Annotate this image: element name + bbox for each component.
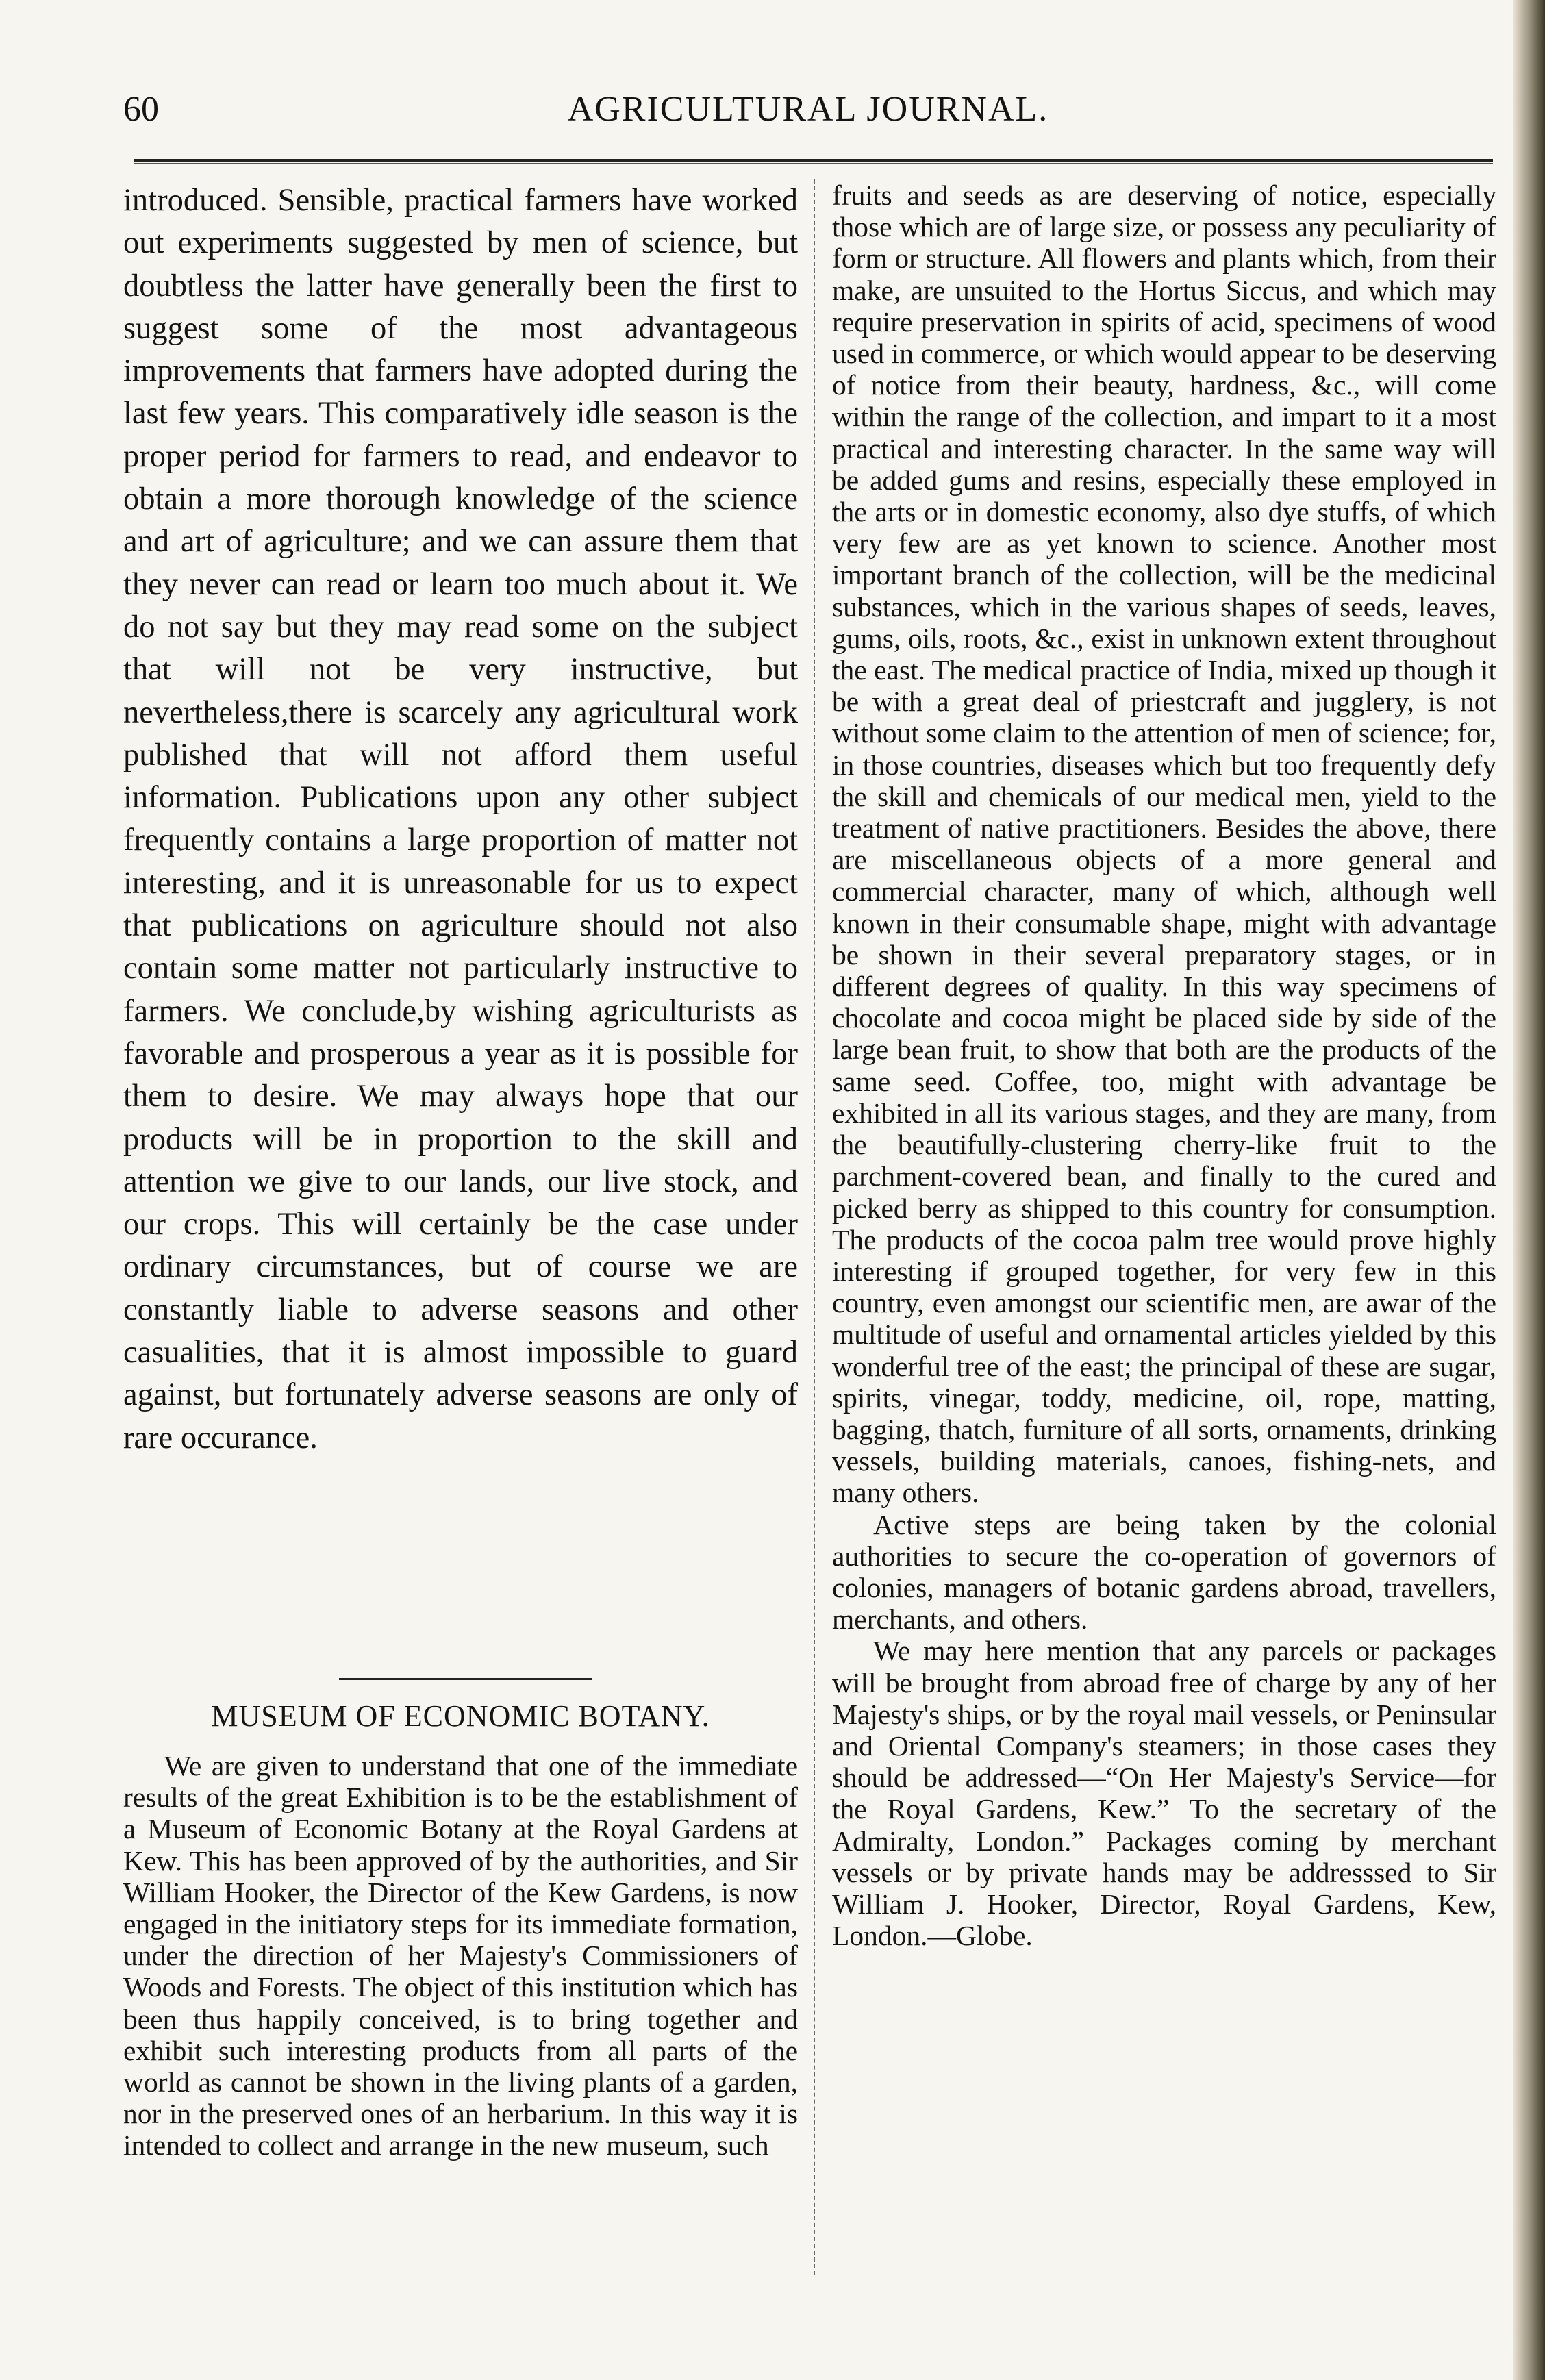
section-divider — [339, 1678, 592, 1680]
article-paragraph: We are given to understand that one of the immediate results of the great Exhibition is to be the establishment of a Museum of Economic Botany at the Royal Gardens at Kew. This has been approved of by the authorities, and Sir William Hooker, the Director of the Kew Gardens, is now engaged in the initiatory steps for its immediate formation, under the direction of her Majesty's Commissioners of Woods and Forests. The object of this institution which has been thus happily conceived, is to bring together and exhibit such interesting products from all parts of the world as cannot be shown in the living plants of a garden, nor in the preserved ones of an herbarium. In this way it is intended to collect and arrange in the new museum, such — [123, 1750, 798, 2162]
article-paragraph: We may here mention that any parcels or packages will be brought from abroad free of charge by any of her Majesty's ships, or by the royal mail vessels, or Peninsular and Oriental Company's steamers; in those cases they should be addressed—“On Her Majesty's Service—for the Royal Gardens, Kew.” To the secretary of the Admiralty, London.” Packages coming by merchant vessels or by private hands may be addresssed to Sir William J. Hooker, Director, Royal Gardens, Kew, London.—Globe. — [832, 1635, 1496, 1952]
header-rule — [134, 159, 1493, 164]
page-number: 60 — [123, 90, 159, 129]
column-divider — [814, 179, 815, 2275]
page-edge-binding — [1513, 0, 1545, 2380]
page-header — [123, 89, 1493, 144]
article-paragraph: introduced. Sensible, practical farmers have worked out experiments suggested by men of science, but doubtless the latter have generally been the first to suggest some of the most advantageous improvements that farmers have adopted during the last few years. This comparatively idle season is the proper period for farmers to read, and endeavor to obtain a more thorough knowledge of the science and art of agriculture; and we can assure them that they never can read or learn too much about it. We do not say but they may read some on the subject that will not be very instructive, but nevertheless,there is scarcely any agricultural work published that will not afford them useful information. Publications upon any other subject frequently contains a large proportion of matter not interesting, and it is unreasonable for us to expect that publications on agriculture should not also contain some matter not particularly instructive to farmers. We conclude,by wishing agriculturists as favorable and prosperous a year as it is possible for them to desire. We may always hope that our products will be in proportion to the skill and attention we give to our lands, our live stock, and our crops. This will certainly be the case under ordinary circumstances, but of course we are constantly liable to adverse seasons and other casualities, that it is almost impossible to guard against, but fortunately adverse seasons are only of rare occurance. — [123, 183, 798, 1455]
article-paragraph: fruits and seeds as are deserving of notice, especially those which are of large size, or possess any peculiarity of form or structure. All flowers and plants which, from their make, are unsuited to the Hortus Siccus, and which may require preservation in spirits of acid, specimens of wood used in commerce, or which would appear to be deserving of notice from their beauty, hardness, &c., will come within the range of the collection, and impart to it a most practical and interesting character. In the same way will be added gums and resins, especially these employed in the arts or in domestic economy, also dye stuffs, of which very few are as yet known to science. Another most important branch of the collection, will be the medicinal substances, which in the various shapes of seeds, leaves, gums, oils, roots, &c., exist in unknown extent throughout the east. The medical practice of India, mixed up though it be with a great deal of priestcraft and jugglery, is not without some claim to the attention of men of science; for, in those countries, diseases which but too frequently defy the skill and chemicals of our medical men, yield to the treatment of native practitioners. Besides the above, there are miscellaneous objects of a more general and commercial character, many of which, although well known in their consumable shape, might with advantage be shown in their several preparatory stages, or in different degrees of quality. In this way specimens of chocolate and cocoa might be placed side by side of the large bean fruit, to show that both are the products of the same seed. Coffee, too, might with advantage be exhibited in all its various stages, and they are many, from the beautifully-clustering cherry-like fruit to the parchment-covered bean, and finally to the cured and picked berry as shipped to this country for consumption. The products of the cocoa palm tree would prove highly interesting if grouped together, for very few in this country, even amongst our scientific men, are awar of the multitude of useful and ornamental articles yielded by this wonderful tree of the east; the principal of these are sugar, spirits, vinegar, toddy, medicine, oil, rope, matting, bagging, thatch, furniture of all sorts, ornaments, drinking vessels, building materials, canoes, fishing-nets, and many others. — [832, 179, 1496, 1509]
running-title: AGRICULTURAL JOURNAL. — [567, 90, 1049, 129]
right-column — [832, 179, 1496, 1951]
left-column-bottom — [123, 1750, 798, 2162]
article-paragraph: Active steps are being taken by the colonial authorities to secure the co-operation of governors of colonies, managers of botanic gardens abroad, travellers, merchants, and others. — [832, 1508, 1496, 1636]
section-heading: MUSEUM OF ECONOMIC BOTANY. — [211, 1699, 710, 1733]
left-column-top — [123, 179, 798, 1460]
